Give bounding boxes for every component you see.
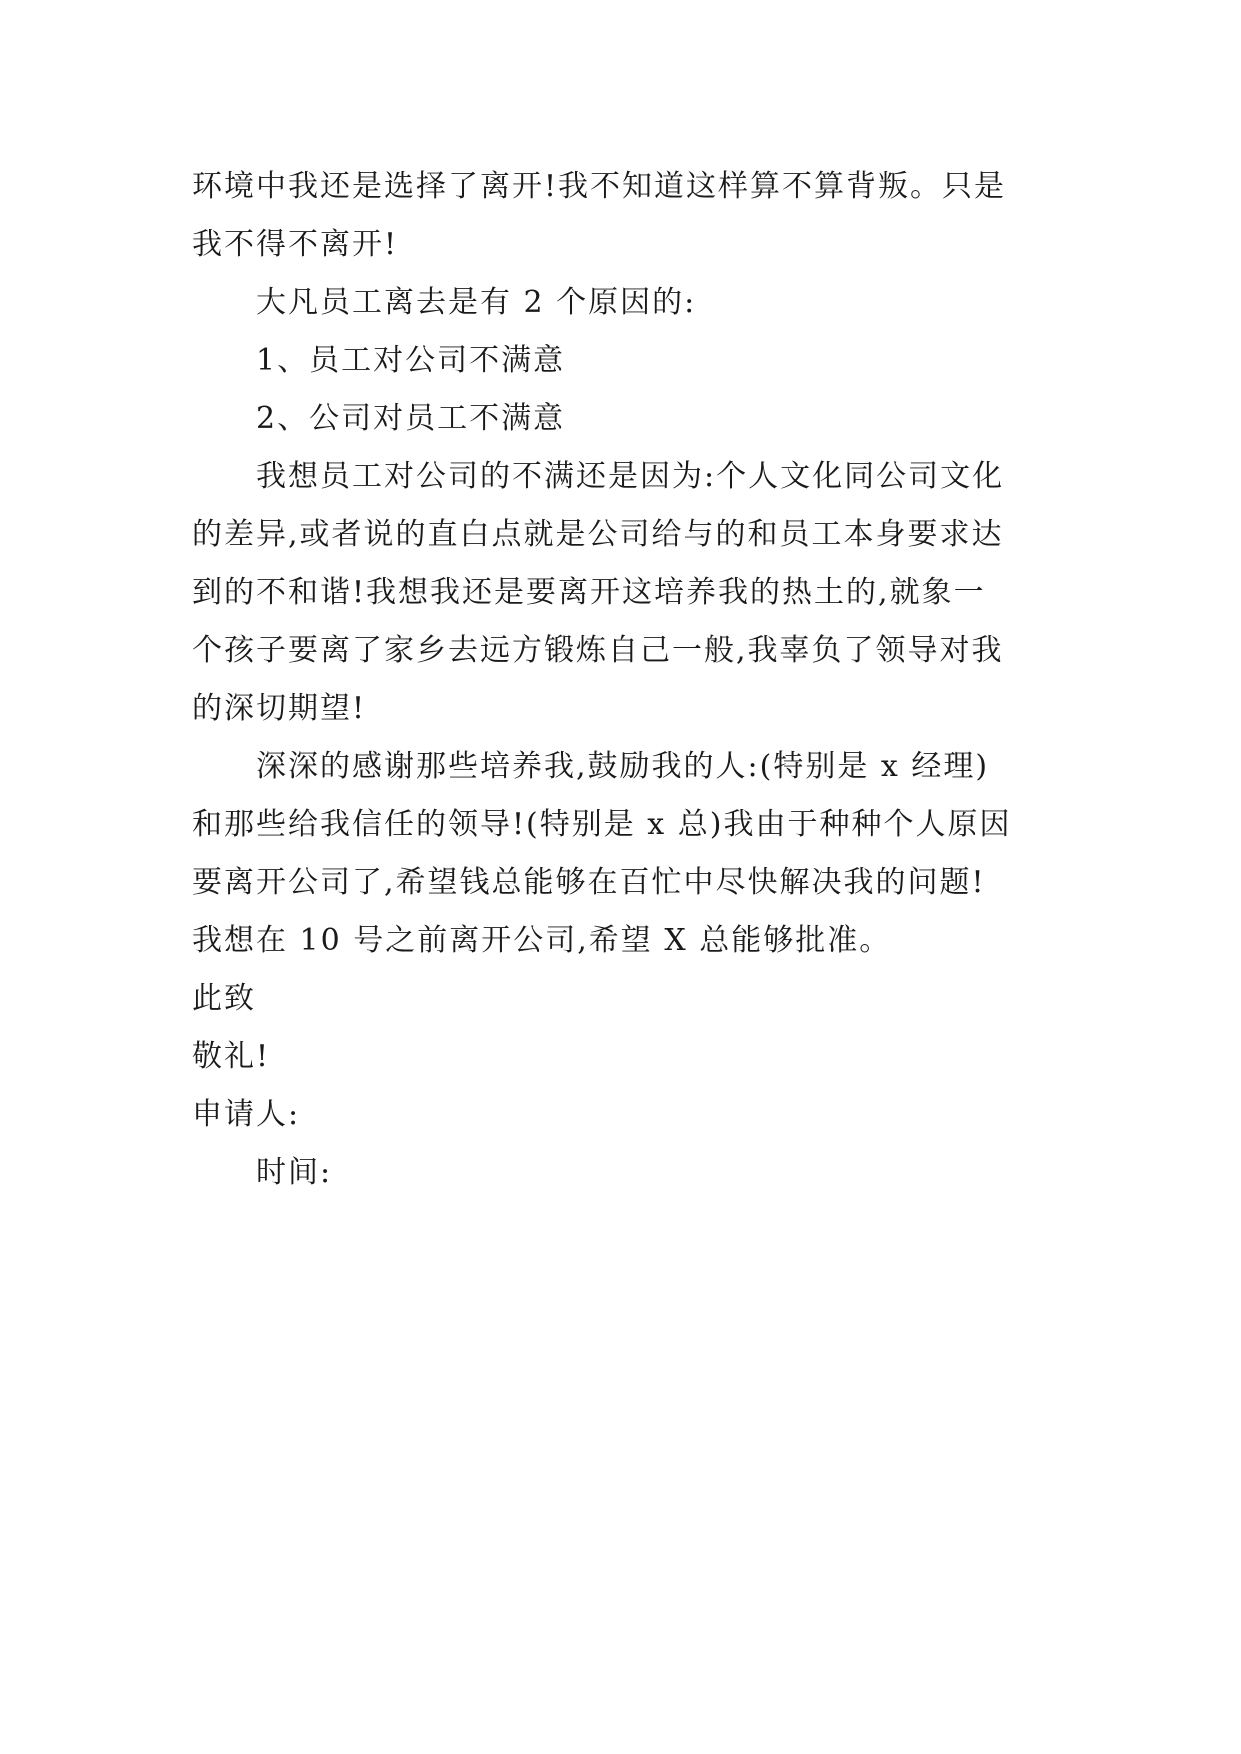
text-line: 深深的感谢那些培养我,鼓励我的人:(特别是 x 经理): [256, 749, 990, 784]
closing-salutation: 此致: [192, 981, 256, 1016]
text-line: 个孩子要离了家乡去远方锻炼自己一般,我辜负了领导对我: [192, 633, 1004, 668]
text-line: 环境中我还是选择了离开!我不知道这样算不算背叛。只是: [192, 169, 1007, 204]
letter-body: [192, 158, 1052, 1202]
text-line: 我想员工对公司的不满还是因为:个人文化同公司文化: [256, 459, 1005, 494]
text-line: 到的不和谐!我想我还是要离开这培养我的热土的,就象一: [192, 575, 986, 610]
text-line: 要离开公司了,希望钱总能够在百忙中尽快解决我的问题!: [192, 865, 986, 900]
text-line: 我想在 10 号之前离开公司,希望 X 总能够批准。: [192, 923, 892, 958]
list-item: 1、员工对公司不满意: [256, 343, 566, 378]
text-line: 和那些给我信任的领导!(特别是 x 总)我由于种种个人原因: [192, 807, 1012, 842]
text-line: 的差异,或者说的直白点就是公司给与的和员工本身要求达: [192, 517, 1004, 552]
text-line: 我不得不离开!: [192, 227, 399, 262]
list-item: 2、公司对员工不满意: [256, 401, 566, 436]
text-line: 大凡员工离去是有 2 个原因的:: [256, 285, 697, 320]
closing-regards: 敬礼!: [192, 1039, 271, 1074]
date-label: 时间:: [256, 1155, 333, 1190]
text-line: 的深切期望!: [192, 691, 367, 726]
applicant-label: 申请人:: [192, 1097, 301, 1132]
